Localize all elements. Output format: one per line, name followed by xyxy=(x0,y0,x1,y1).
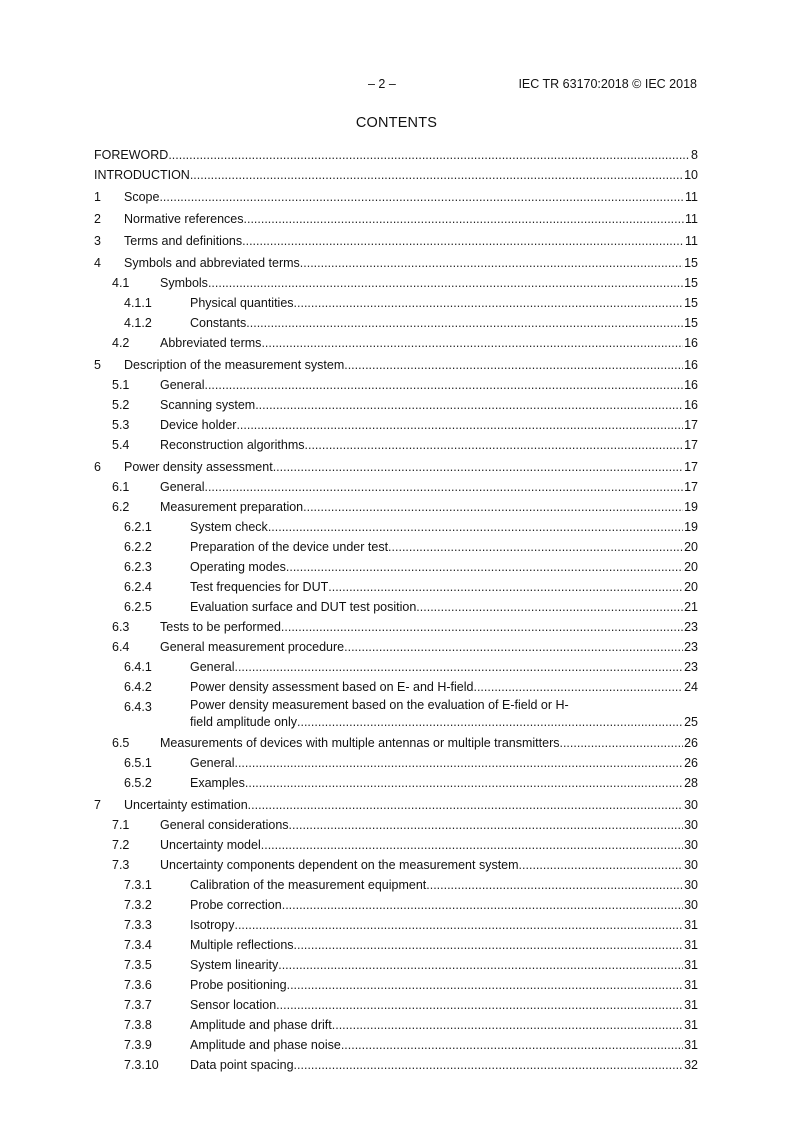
toc-entry-line xyxy=(160,617,698,637)
dot-leader xyxy=(344,355,683,375)
toc-entry-title: Scanning system xyxy=(160,398,256,412)
toc-entry-title: Device holder xyxy=(160,418,237,432)
toc-entry-number: 5.3 xyxy=(112,418,130,432)
dot-leader xyxy=(282,895,683,915)
toc-entry-page: 17 xyxy=(684,418,698,432)
toc-entry[interactable] xyxy=(94,145,698,165)
toc-entry-title: Probe positioning xyxy=(190,978,287,992)
toc-entry-title: Terms and definitions xyxy=(124,234,243,248)
toc-entry-title: field amplitude only xyxy=(190,715,298,729)
toc-entry-title: Abbreviated terms xyxy=(160,336,262,350)
toc-entry-page: 11 xyxy=(685,234,698,248)
dot-leader xyxy=(328,577,683,597)
toc-entry-title: General xyxy=(190,756,235,770)
toc-entry-page: 15 xyxy=(684,296,698,310)
toc-entry[interactable] xyxy=(94,657,698,677)
toc-entry-title: Multiple reflections xyxy=(190,938,294,952)
toc-entry-line xyxy=(190,895,698,915)
toc-entry-line xyxy=(124,209,698,229)
toc-entry-title: Amplitude and phase noise xyxy=(190,1038,341,1052)
toc-entry-number: 7.3.7 xyxy=(124,998,152,1012)
toc-entry-page: 24 xyxy=(684,680,698,694)
toc-entry[interactable] xyxy=(94,477,698,497)
toc-entry-number: 4.1.2 xyxy=(124,316,152,330)
toc-entry-line xyxy=(190,293,698,313)
toc-entry[interactable] xyxy=(94,773,698,793)
toc-entry-title: Constants xyxy=(190,316,247,330)
toc-entry-page: 17 xyxy=(684,460,698,474)
toc-entry-line xyxy=(190,597,698,617)
toc-entry[interactable] xyxy=(94,415,698,435)
toc-entry-page: 30 xyxy=(684,818,698,832)
dot-leader xyxy=(281,617,683,637)
toc-entry[interactable] xyxy=(94,597,698,617)
toc-entry-number: 6.1 xyxy=(112,480,130,494)
toc-entry-title-line1: Power density measurement based on the evaluation of E-field or H- xyxy=(190,698,569,712)
toc-entry[interactable] xyxy=(94,895,698,915)
toc-entry-number: 6.4.3 xyxy=(124,700,152,714)
toc-entry-title: Operating modes xyxy=(190,560,286,574)
toc-entry-line xyxy=(160,497,698,517)
toc-entry-title: Reconstruction algorithms xyxy=(160,438,305,452)
toc-entry-line xyxy=(160,273,698,293)
dot-leader xyxy=(159,187,684,207)
page-header xyxy=(0,76,793,92)
toc-entry-line xyxy=(190,1035,698,1055)
dot-leader xyxy=(300,253,683,273)
toc-entry-number: 6.2.3 xyxy=(124,560,152,574)
toc-entry-line xyxy=(190,657,698,677)
toc-entry-title: Physical quantities xyxy=(190,296,294,310)
toc-entry-line xyxy=(190,1055,698,1075)
toc-entry-page: 15 xyxy=(684,316,698,330)
document-id: IEC TR 63170:2018 © IEC 2018 xyxy=(518,77,697,91)
toc-entry-number: 6.5 xyxy=(112,736,130,750)
toc-entry-page: 31 xyxy=(684,1018,698,1032)
toc-entry-number: 3 xyxy=(94,234,101,248)
toc-entry-title: General xyxy=(160,480,205,494)
toc-entry[interactable] xyxy=(94,955,698,975)
toc-entry-line xyxy=(190,517,698,537)
toc-entry-line xyxy=(94,165,698,185)
toc-entry-page: 16 xyxy=(684,358,698,372)
dot-leader xyxy=(286,557,683,577)
toc-entry-page: 25 xyxy=(684,715,698,729)
dot-leader xyxy=(344,637,683,657)
toc-entry[interactable] xyxy=(94,435,698,455)
toc-entry-title: Uncertainty components dependent on the measurement system xyxy=(160,858,519,872)
toc-entry-number: 6.4.1 xyxy=(124,660,152,674)
toc-entry-line xyxy=(124,187,698,207)
toc-entry[interactable] xyxy=(94,253,698,273)
dot-leader xyxy=(261,333,683,353)
toc-entry[interactable] xyxy=(94,795,698,815)
toc-entry-number: 6.5.2 xyxy=(124,776,152,790)
toc-entry-title: Symbols and abbreviated terms xyxy=(124,256,300,270)
toc-entry-title: INTRODUCTION xyxy=(94,168,190,182)
toc-entry-number: 6.2.5 xyxy=(124,600,152,614)
toc-entry-number: 7.3.8 xyxy=(124,1018,152,1032)
toc-entry[interactable] xyxy=(94,395,698,415)
toc-entry-line xyxy=(160,375,698,395)
dot-leader xyxy=(246,313,683,333)
toc-entry-page: 30 xyxy=(684,878,698,892)
toc-entry-number: 5 xyxy=(94,358,101,372)
toc-entry-page: 20 xyxy=(684,580,698,594)
toc-entry-title: Normative references xyxy=(124,212,244,226)
toc-entry[interactable] xyxy=(94,697,698,733)
toc-entry-page: 11 xyxy=(685,190,698,204)
toc-entry-title: Data point spacing xyxy=(190,1058,294,1072)
toc-entry-page: 31 xyxy=(684,1038,698,1052)
toc-entry-page: 31 xyxy=(684,938,698,952)
toc-entry-number: 6 xyxy=(94,460,101,474)
toc-entry[interactable] xyxy=(94,1015,698,1035)
toc-entry-line xyxy=(190,577,698,597)
toc-entry-page: 26 xyxy=(684,736,698,750)
toc-entry-number: 7.3.2 xyxy=(124,898,152,912)
toc-entry[interactable] xyxy=(94,935,698,955)
toc-entry-title: Sensor location xyxy=(190,998,277,1012)
toc-entry-page: 30 xyxy=(684,838,698,852)
toc-entry-number: 7.3.10 xyxy=(124,1058,159,1072)
dot-leader xyxy=(294,293,684,313)
dot-leader xyxy=(473,677,683,697)
toc-entry-page: 15 xyxy=(684,256,698,270)
dot-leader xyxy=(341,1035,683,1055)
toc-entry-number: 6.3 xyxy=(112,620,130,634)
toc-entry[interactable] xyxy=(94,835,698,855)
toc-entry-number: 4 xyxy=(94,256,101,270)
toc-entry-page: 17 xyxy=(684,480,698,494)
dot-leader xyxy=(234,915,683,935)
toc-entry-line xyxy=(190,875,698,895)
toc-entry[interactable] xyxy=(94,293,698,313)
toc-entry-title: System linearity xyxy=(190,958,279,972)
toc-entry-title: Uncertainty model xyxy=(160,838,261,852)
dot-leader xyxy=(303,497,683,517)
toc-entry-line xyxy=(190,713,698,731)
toc-entry-line xyxy=(160,333,698,353)
dot-leader xyxy=(297,713,683,731)
toc-entry-line xyxy=(190,915,698,935)
dot-leader xyxy=(426,875,683,895)
toc-entry-line xyxy=(160,835,698,855)
toc-entry-line xyxy=(190,773,698,793)
toc-entry-line xyxy=(160,733,698,753)
dot-leader xyxy=(234,753,683,773)
toc-entry-page: 31 xyxy=(684,978,698,992)
toc-entry-number: 6.4.2 xyxy=(124,680,152,694)
toc-entry-number: 5.1 xyxy=(112,378,130,392)
toc-entry-line xyxy=(190,557,698,577)
toc-entry[interactable] xyxy=(94,313,698,333)
toc-entry[interactable] xyxy=(94,995,698,1015)
toc-entry-page: 23 xyxy=(684,620,698,634)
toc-entry-title: FOREWORD xyxy=(94,148,169,162)
toc-entry[interactable] xyxy=(94,617,698,637)
dot-leader xyxy=(289,815,684,835)
dot-leader xyxy=(236,415,683,435)
toc-entry-line xyxy=(190,1015,698,1035)
toc-entry-line xyxy=(190,955,698,975)
toc-entry-line xyxy=(124,795,698,815)
dot-leader xyxy=(261,835,683,855)
toc-entry-line xyxy=(190,975,698,995)
toc-entry-page: 19 xyxy=(684,520,698,534)
toc-entry-page: 8 xyxy=(691,148,698,162)
toc-entry-title: Test frequencies for DUT xyxy=(190,580,329,594)
toc-entry[interactable] xyxy=(94,375,698,395)
toc-entry[interactable] xyxy=(94,815,698,835)
toc-entry-line xyxy=(160,637,698,657)
dot-leader xyxy=(190,165,683,185)
toc-entry[interactable] xyxy=(94,1055,698,1075)
toc-entry-line xyxy=(190,995,698,1015)
toc-entry-number: 1 xyxy=(94,190,101,204)
dot-leader xyxy=(305,435,684,455)
dot-leader xyxy=(294,935,684,955)
toc-entry-number: 7.2 xyxy=(112,838,130,852)
toc-entry-number: 6.2.1 xyxy=(124,520,152,534)
dot-leader xyxy=(248,795,683,815)
toc-entry-title: Probe correction xyxy=(190,898,282,912)
toc-entry-page: 23 xyxy=(684,640,698,654)
toc-entry-line xyxy=(190,753,698,773)
dot-leader xyxy=(519,855,684,875)
toc-entry-line xyxy=(160,435,698,455)
dot-leader xyxy=(204,375,683,395)
toc-entry-title: Calibration of the measurement equipment xyxy=(190,878,427,892)
toc-entry-page: 17 xyxy=(684,438,698,452)
toc-entry-title: General measurement procedure xyxy=(160,640,345,654)
toc-entry[interactable] xyxy=(94,517,698,537)
toc-entry-page: 26 xyxy=(684,756,698,770)
toc-entry-title: Scope xyxy=(124,190,160,204)
toc-entry[interactable] xyxy=(94,457,698,477)
toc-entry-number: 4.1.1 xyxy=(124,296,152,310)
page-number: – 2 – xyxy=(368,77,396,91)
toc-entry-title: System check xyxy=(190,520,268,534)
toc-entry[interactable] xyxy=(94,209,698,229)
toc-entry-title: General considerations xyxy=(160,818,289,832)
toc-entry-number: 6.2.4 xyxy=(124,580,152,594)
toc-entry[interactable] xyxy=(94,187,698,207)
toc-entry-title: Isotropy xyxy=(190,918,235,932)
toc-entry-line xyxy=(94,145,698,165)
toc-entry-title: Examples xyxy=(190,776,245,790)
toc-entry-title: Tests to be performed xyxy=(160,620,281,634)
toc-entry-line xyxy=(124,457,698,477)
dot-leader xyxy=(388,537,683,557)
toc-entry-number: 7.3.5 xyxy=(124,958,152,972)
toc-entry[interactable] xyxy=(94,537,698,557)
toc-entry-line xyxy=(124,231,698,251)
toc-entry-number: 5.4 xyxy=(112,438,130,452)
toc-entry-page: 21 xyxy=(684,600,698,614)
toc-entry-number: 7 xyxy=(94,798,101,812)
dot-leader xyxy=(245,773,683,793)
toc-entry[interactable] xyxy=(94,497,698,517)
dot-leader xyxy=(294,1055,684,1075)
toc-entry-page: 16 xyxy=(684,336,698,350)
toc-entry[interactable] xyxy=(94,231,698,251)
toc-entry-line xyxy=(190,537,698,557)
toc-entry-page: 31 xyxy=(684,958,698,972)
toc-entry-page: 30 xyxy=(684,898,698,912)
toc-entry[interactable] xyxy=(94,333,698,353)
toc-entry-page: 11 xyxy=(685,212,698,226)
toc-entry-number: 6.4 xyxy=(112,640,130,654)
dot-leader xyxy=(278,955,683,975)
toc-entry-page: 31 xyxy=(684,998,698,1012)
dot-leader xyxy=(559,733,683,753)
toc-entry[interactable] xyxy=(94,855,698,875)
dot-leader xyxy=(273,457,683,477)
toc-entry[interactable] xyxy=(94,637,698,657)
toc-entry-page: 10 xyxy=(684,168,698,182)
toc-entry-title: General xyxy=(190,660,235,674)
toc-entry[interactable] xyxy=(94,975,698,995)
toc-entry-title: Measurements of devices with multiple antennas or multiple transmitters xyxy=(160,736,560,750)
toc-entry-line xyxy=(124,253,698,273)
toc-entry-page: 23 xyxy=(684,660,698,674)
toc-entry[interactable] xyxy=(94,165,698,185)
toc-entry[interactable] xyxy=(94,733,698,753)
toc-entry-page: 16 xyxy=(684,398,698,412)
toc-entry-page: 31 xyxy=(684,918,698,932)
toc-entry-title: Symbols xyxy=(160,276,208,290)
toc-entry-number: 6.5.1 xyxy=(124,756,152,770)
toc-entry-page: 16 xyxy=(684,378,698,392)
toc-entry-title: Amplitude and phase drift xyxy=(190,1018,332,1032)
dot-leader xyxy=(416,597,683,617)
toc-entry-title: General xyxy=(160,378,205,392)
dot-leader xyxy=(204,477,683,497)
toc-entry-number: 7.3 xyxy=(112,858,130,872)
dot-leader xyxy=(255,395,683,415)
toc-entry-page: 20 xyxy=(684,540,698,554)
dot-leader xyxy=(242,231,684,251)
dot-leader xyxy=(276,995,683,1015)
toc-entry-number: 7.3.3 xyxy=(124,918,152,932)
toc-entry[interactable] xyxy=(94,355,698,375)
toc-entry-page: 19 xyxy=(684,500,698,514)
toc-entry[interactable] xyxy=(94,915,698,935)
toc-entry-line xyxy=(160,855,698,875)
dot-leader xyxy=(208,273,683,293)
toc-entry-line xyxy=(124,355,698,375)
toc-entry-page: 28 xyxy=(684,776,698,790)
toc-entry-line xyxy=(160,815,698,835)
toc-entry[interactable] xyxy=(94,557,698,577)
toc-entry-page: 20 xyxy=(684,560,698,574)
toc-entry-number: 7.3.4 xyxy=(124,938,152,952)
toc-entry-title: Evaluation surface and DUT test position xyxy=(190,600,417,614)
toc-entry-number: 5.2 xyxy=(112,398,130,412)
toc-entry-number: 6.2.2 xyxy=(124,540,152,554)
toc-entry[interactable] xyxy=(94,875,698,895)
toc-entry-line xyxy=(160,415,698,435)
toc-entry[interactable] xyxy=(94,577,698,597)
toc-entry-line xyxy=(190,313,698,333)
toc-entry-number: 4.2 xyxy=(112,336,130,350)
toc-entry[interactable] xyxy=(94,677,698,697)
toc-entry[interactable] xyxy=(94,753,698,773)
page-title: CONTENTS xyxy=(355,115,438,131)
toc-entry-title: Power density assessment based on E- and H-field xyxy=(190,680,474,694)
toc-entry-number: 6.2 xyxy=(112,500,130,514)
toc-entry-title: Power density assessment xyxy=(124,460,273,474)
toc-entry-line xyxy=(160,395,698,415)
dot-leader xyxy=(234,657,683,677)
toc-entry-number: 4.1 xyxy=(112,276,130,290)
toc-entry-line xyxy=(190,935,698,955)
toc-entry-page: 32 xyxy=(684,1058,698,1072)
toc-entry[interactable] xyxy=(94,273,698,293)
dot-leader xyxy=(332,1015,683,1035)
toc-entry-page: 30 xyxy=(684,858,698,872)
dot-leader xyxy=(268,517,683,537)
toc-entry-page: 30 xyxy=(684,798,698,812)
dot-leader xyxy=(168,145,690,165)
dot-leader xyxy=(244,209,685,229)
toc-entry-number: 7.3.1 xyxy=(124,878,152,892)
toc-entry-title: Preparation of the device under test xyxy=(190,540,389,554)
toc-entry-line xyxy=(160,477,698,497)
toc-entry-number: 2 xyxy=(94,212,101,226)
toc-entry-number: 7.1 xyxy=(112,818,130,832)
toc-entry-title: Uncertainty estimation xyxy=(124,798,248,812)
toc-entry-number: 7.3.6 xyxy=(124,978,152,992)
toc-entry-line xyxy=(190,677,698,697)
toc-entry-title: Description of the measurement system xyxy=(124,358,345,372)
dot-leader xyxy=(287,975,683,995)
table-of-contents xyxy=(94,145,698,1075)
toc-entry-number: 7.3.9 xyxy=(124,1038,152,1052)
toc-entry[interactable] xyxy=(94,1035,698,1055)
toc-entry-page: 15 xyxy=(684,276,698,290)
toc-entry-title: Measurement preparation xyxy=(160,500,304,514)
